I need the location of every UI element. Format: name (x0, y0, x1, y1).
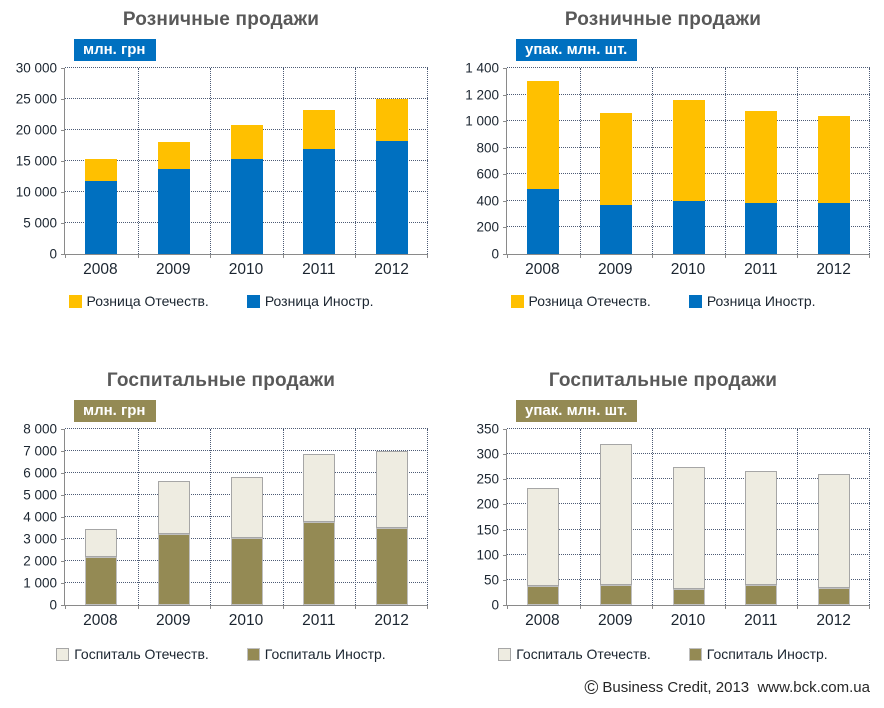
legend-item (56, 646, 209, 662)
gridline-vertical (355, 429, 356, 605)
x-axis-label: 2012 (816, 261, 851, 278)
x-axis-label: 2008 (83, 261, 118, 278)
y-tick-label: 200 (476, 219, 499, 235)
bar-2010 (231, 68, 263, 254)
bar-2009 (158, 68, 190, 254)
chart-retail-sales-value (0, 0, 442, 352)
bar-segment (818, 588, 850, 605)
legend-swatch (69, 295, 82, 308)
bar-2008 (527, 429, 559, 605)
chart-title: Госпитальные продажи (548, 370, 778, 391)
plot (15, 60, 428, 262)
x-tick-mark (869, 605, 870, 609)
unit-label: упак. млн. шт. (525, 402, 628, 419)
bar-segment (527, 488, 559, 586)
plot-area (476, 421, 870, 613)
x-tick-mark (283, 605, 284, 609)
y-tick-label: 800 (476, 140, 499, 156)
plot (476, 421, 870, 613)
y-tick-label: 300 (476, 446, 499, 462)
bar-segment (376, 99, 408, 141)
x-tick-mark (580, 254, 581, 258)
y-tick-label: 100 (476, 547, 499, 563)
legend-label: Розница Отечеств. (528, 293, 651, 309)
bar-2012 (376, 68, 408, 254)
bar-segment (745, 585, 777, 605)
x-axis-label: 2011 (744, 261, 778, 278)
x-tick-mark (138, 254, 139, 258)
gridline-vertical (427, 68, 428, 254)
chart-hospital-sales-value (0, 352, 442, 708)
bar-segment (818, 203, 850, 254)
bar-2012 (376, 429, 408, 605)
bar-2010 (673, 68, 705, 254)
legend-item (689, 293, 816, 309)
x-axis-label: 2011 (302, 261, 336, 278)
y-tick-mark (61, 130, 65, 131)
x-tick-mark (355, 605, 356, 609)
x-axis-label: 2008 (83, 612, 118, 629)
x-tick-mark (652, 605, 653, 609)
bar-segment (231, 159, 263, 254)
x-tick-mark (427, 254, 428, 258)
legend-item (689, 646, 828, 662)
x-axis-label: 2010 (670, 612, 706, 629)
x-tick-mark (580, 605, 581, 609)
y-tick-label: 3 000 (23, 531, 57, 547)
gridline-vertical (797, 429, 798, 605)
y-tick-label: 4 000 (23, 509, 57, 525)
y-tick-mark (61, 495, 65, 496)
y-tick-mark (503, 429, 507, 430)
y-tick-label: 5 000 (23, 487, 57, 503)
x-axis-label: 2010 (228, 261, 264, 278)
bar-segment (376, 141, 408, 254)
x-axis-labels (64, 261, 428, 279)
plot (465, 60, 870, 262)
bar-segment (600, 585, 632, 605)
y-tick-label: 50 (483, 572, 499, 588)
gridline-vertical (725, 68, 726, 254)
legend-swatch (498, 648, 511, 661)
x-tick-mark (283, 254, 284, 258)
y-tick-label: 0 (491, 597, 499, 613)
y-tick-label: 150 (476, 522, 499, 538)
gridline-vertical (725, 429, 726, 605)
x-axis-label: 2012 (816, 612, 851, 629)
y-tick-mark (61, 451, 65, 452)
unit-label: упак. млн. шт. (525, 41, 628, 58)
bar-segment (818, 116, 850, 203)
y-tick-mark (503, 68, 507, 69)
y-tick-mark (61, 429, 65, 430)
bar-2008 (85, 68, 117, 254)
unit-badge (74, 39, 156, 61)
x-axis-label: 2012 (374, 261, 409, 278)
bar-segment (85, 159, 117, 181)
gridline-vertical (210, 429, 211, 605)
footer-text: Business Credit, 2013 www.bck.com.ua (602, 679, 870, 696)
x-axis-label: 2008 (525, 612, 560, 629)
bar-segment (303, 454, 335, 522)
bar-segment (745, 471, 777, 585)
legend-label: Госпиталь Отечеств. (74, 646, 209, 662)
bar-2009 (600, 68, 632, 254)
y-tick-mark (61, 161, 65, 162)
y-tick-label: 15 000 (15, 153, 57, 169)
x-axis-label: 2011 (744, 612, 778, 629)
y-tick-label: 600 (476, 166, 499, 182)
bar-2008 (527, 68, 559, 254)
gridline-vertical (427, 429, 428, 605)
x-axis-label: 2011 (302, 612, 336, 629)
y-tick-label: 0 (49, 597, 57, 613)
y-tick-label: 250 (476, 471, 499, 487)
bar-segment (158, 534, 190, 606)
bar-segment (231, 125, 263, 158)
bar-2011 (303, 429, 335, 605)
bar-2012 (818, 68, 850, 254)
x-tick-mark (210, 254, 211, 258)
y-tick-label: 20 000 (15, 122, 57, 138)
legend (442, 646, 884, 662)
y-tick-mark (503, 454, 507, 455)
x-tick-mark (65, 605, 66, 609)
y-tick-mark (61, 192, 65, 193)
legend-swatch (247, 648, 260, 661)
y-tick-label: 30 000 (15, 60, 57, 76)
y-tick-label: 0 (49, 246, 57, 262)
chart-title: Розничные продажи (564, 9, 762, 30)
y-tick-mark (61, 517, 65, 518)
gridline-vertical (869, 429, 870, 605)
y-tick-label: 10 000 (15, 184, 57, 200)
bar-segment (376, 528, 408, 605)
x-axis-label: 2008 (525, 261, 560, 278)
bar-segment (85, 557, 117, 605)
y-tick-label: 2 000 (23, 553, 57, 569)
plot-area (15, 60, 428, 262)
legend (442, 293, 884, 309)
y-tick-mark (61, 223, 65, 224)
legend-label: Госпиталь Отечеств. (516, 646, 651, 662)
copyright-footer (584, 678, 870, 700)
y-tick-label: 6 000 (23, 465, 57, 481)
gridline-vertical (138, 429, 139, 605)
legend-item (247, 646, 386, 662)
y-tick-mark (503, 580, 507, 581)
y-tick-mark (503, 148, 507, 149)
x-tick-mark (797, 605, 798, 609)
gridline-vertical (652, 68, 653, 254)
bar-segment (231, 477, 263, 538)
x-axis-labels (64, 612, 428, 630)
y-tick-mark (61, 99, 65, 100)
legend-label: Госпиталь Иностр. (264, 646, 386, 662)
legend-swatch (689, 295, 702, 308)
bar-segment (745, 203, 777, 254)
unit-label: млн. грн (83, 402, 146, 419)
gridline-vertical (869, 68, 870, 254)
bar-segment (673, 100, 705, 201)
y-tick-mark (503, 227, 507, 228)
bar-segment (158, 169, 190, 254)
x-tick-mark (427, 605, 428, 609)
x-axis-label: 2009 (597, 261, 633, 278)
x-tick-mark (725, 254, 726, 258)
bar-segment (673, 201, 705, 254)
legend-label: Госпиталь Иностр. (706, 646, 828, 662)
bar-2009 (600, 429, 632, 605)
y-tick-mark (503, 479, 507, 480)
y-tick-mark (503, 121, 507, 122)
plot-area (465, 60, 870, 262)
x-axis-label: 2009 (155, 612, 191, 629)
unit-badge (516, 400, 637, 422)
x-axis-label: 2009 (155, 261, 191, 278)
unit-badge (74, 400, 156, 422)
bar-segment (600, 113, 632, 205)
bar-2008 (85, 429, 117, 605)
y-tick-label: 1 000 (465, 113, 499, 129)
y-tick-mark (61, 583, 65, 584)
x-axis-labels (506, 612, 870, 630)
x-tick-mark (725, 605, 726, 609)
unit-label: млн. грн (83, 41, 146, 58)
y-tick-label: 1 400 (465, 60, 499, 76)
bar-2009 (158, 429, 190, 605)
unit-badge (516, 39, 637, 61)
y-tick-label: 1 200 (465, 87, 499, 103)
y-tick-mark (503, 201, 507, 202)
x-axis-label: 2009 (597, 612, 633, 629)
bar-segment (231, 538, 263, 605)
y-tick-label: 350 (476, 421, 499, 437)
x-tick-mark (138, 605, 139, 609)
legend-label: Розница Иностр. (706, 293, 816, 309)
bar-2011 (745, 429, 777, 605)
legend-swatch (689, 648, 702, 661)
y-tick-mark (503, 95, 507, 96)
chart-title: Госпитальные продажи (106, 370, 336, 391)
bar-2010 (231, 429, 263, 605)
gridline-vertical (355, 68, 356, 254)
plot (23, 421, 428, 613)
y-tick-label: 200 (476, 496, 499, 512)
legend (0, 646, 442, 662)
gridline-vertical (580, 68, 581, 254)
x-tick-mark (652, 254, 653, 258)
bar-segment (527, 189, 559, 254)
bar-2011 (303, 68, 335, 254)
y-tick-label: 8 000 (23, 421, 57, 437)
x-tick-mark (65, 254, 66, 258)
y-tick-label: 25 000 (15, 91, 57, 107)
chart-retail-sales-packs (442, 0, 884, 352)
legend-label: Розница Иностр. (264, 293, 374, 309)
x-tick-mark (797, 254, 798, 258)
plot-area (23, 421, 428, 613)
legend-item (247, 293, 374, 309)
legend-item (511, 293, 651, 309)
bar-segment (303, 522, 335, 605)
legend-item (69, 293, 209, 309)
x-axis-label: 2010 (670, 261, 706, 278)
legend-swatch (247, 295, 260, 308)
y-tick-label: 0 (491, 246, 499, 262)
chart-title: Розничные продажи (122, 9, 320, 30)
gridline-vertical (138, 68, 139, 254)
x-axis-label: 2012 (374, 612, 409, 629)
copyright-icon: © (584, 678, 599, 699)
y-tick-mark (61, 539, 65, 540)
bar-segment (818, 474, 850, 588)
y-tick-mark (503, 174, 507, 175)
bar-segment (527, 586, 559, 605)
y-tick-label: 7 000 (23, 443, 57, 459)
x-axis-label: 2010 (228, 612, 264, 629)
bar-segment (527, 81, 559, 189)
bar-segment (673, 589, 705, 605)
gridline-vertical (797, 68, 798, 254)
legend (0, 293, 442, 309)
y-tick-mark (503, 530, 507, 531)
bar-segment (600, 205, 632, 254)
bar-segment (85, 181, 117, 254)
x-tick-mark (507, 254, 508, 258)
chart-hospital-sales-packs (442, 352, 884, 708)
bar-segment (158, 142, 190, 169)
x-tick-mark (507, 605, 508, 609)
y-tick-mark (61, 561, 65, 562)
bar-2010 (673, 429, 705, 605)
gridline-vertical (283, 68, 284, 254)
legend-swatch (511, 295, 524, 308)
y-tick-mark (503, 555, 507, 556)
y-tick-mark (503, 504, 507, 505)
bar-segment (673, 467, 705, 589)
bar-segment (158, 481, 190, 534)
x-axis-labels (506, 261, 870, 279)
legend-item (498, 646, 651, 662)
bar-segment (303, 110, 335, 148)
bar-segment (600, 444, 632, 585)
y-tick-mark (61, 68, 65, 69)
x-tick-mark (355, 254, 356, 258)
gridline-vertical (652, 429, 653, 605)
bar-segment (303, 149, 335, 254)
gridline-vertical (283, 429, 284, 605)
legend-swatch (56, 648, 69, 661)
y-tick-label: 400 (476, 193, 499, 209)
y-tick-label: 1 000 (23, 575, 57, 591)
bar-2012 (818, 429, 850, 605)
bar-segment (745, 111, 777, 203)
y-tick-mark (61, 473, 65, 474)
x-tick-mark (869, 254, 870, 258)
bar-2011 (745, 68, 777, 254)
gridline-vertical (210, 68, 211, 254)
x-tick-mark (210, 605, 211, 609)
legend-label: Розница Отечеств. (86, 293, 209, 309)
y-tick-label: 5 000 (23, 215, 57, 231)
bar-segment (85, 529, 117, 558)
gridline-vertical (580, 429, 581, 605)
bar-segment (376, 451, 408, 528)
